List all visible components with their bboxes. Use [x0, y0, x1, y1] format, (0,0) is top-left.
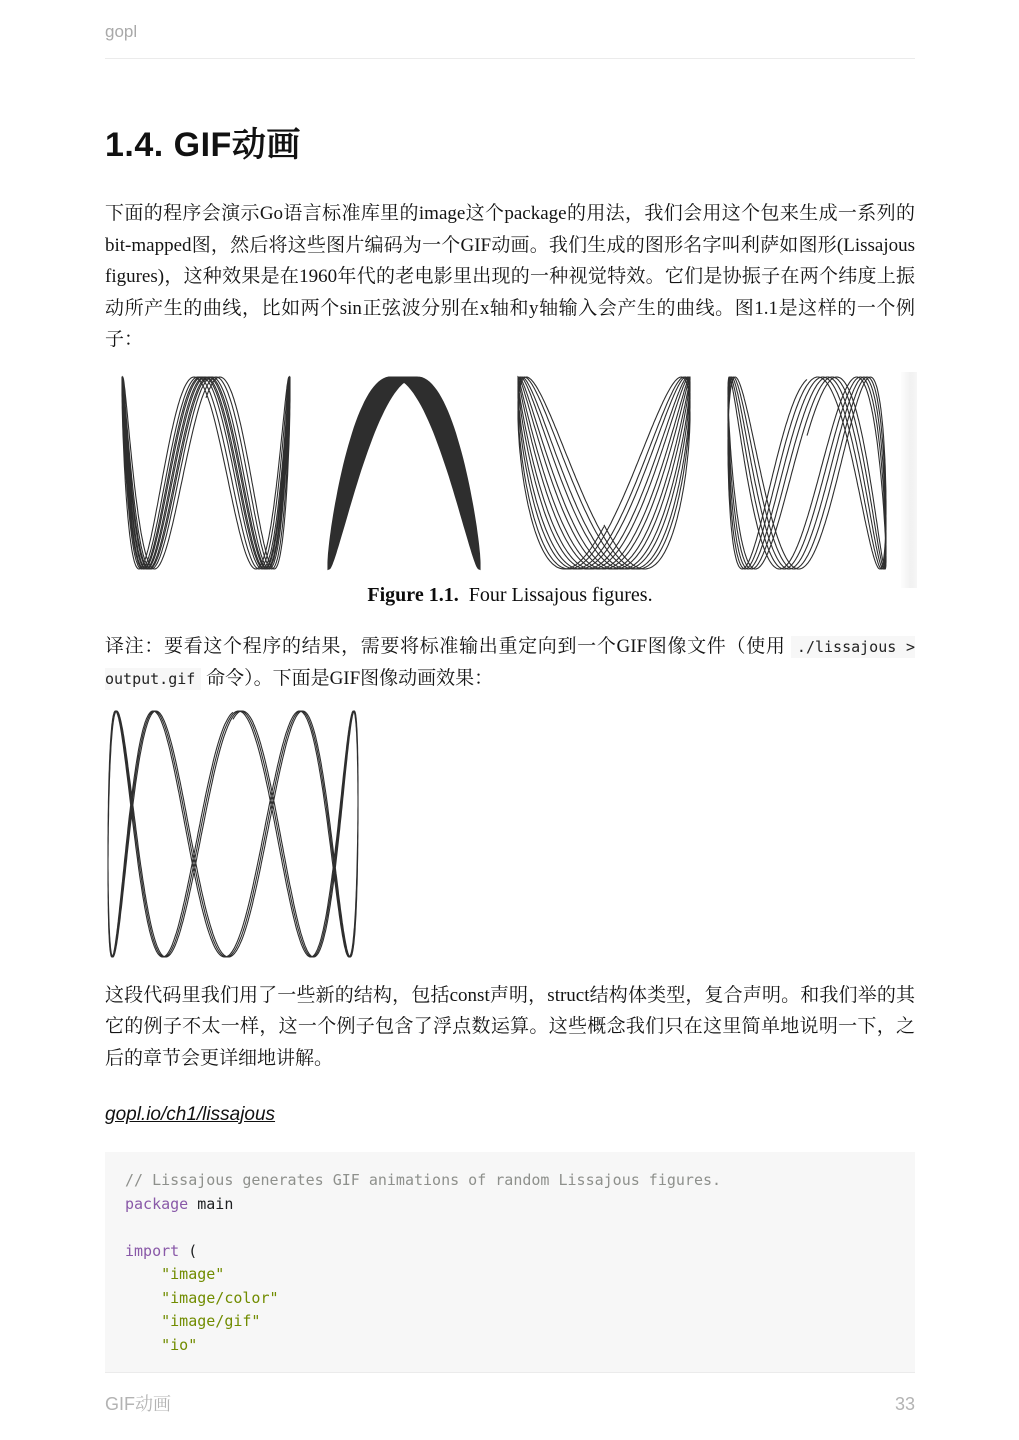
- footer-page-number: 33: [894, 1394, 915, 1414]
- lissajous-figure-2: [325, 374, 483, 572]
- paragraph-discussion: 这段代码里我们用了一些新的结构，包括const声明，struct结构体类型，复合声明。和我们举的其它的例子不太一样，这一个例子包含了浮点数运算。这些概念我们只在这里简单地说明一下，之后的章节会更详细地讲解。: [105, 984, 915, 1069]
- code-block: [105, 1152, 915, 1372]
- note-text-after: 命令）。下面是GIF图像动画效果：: [201, 668, 494, 689]
- repo-link-row: [105, 1104, 915, 1126]
- code-content: // Lissajous generates GIF animations of random Lissajous figures. package main import ( "image" "image/color" "image/gif" "io": [125, 1171, 722, 1354]
- figure-caption: [105, 584, 915, 607]
- scan-edge-strip: [901, 372, 917, 588]
- figure-four-lissajous: [105, 372, 915, 607]
- lissajous-figure-1: [119, 374, 293, 572]
- figure-caption-label: Figure 1.1.: [367, 583, 459, 606]
- book-title: gopl: [105, 22, 915, 59]
- footer-section-title: GIF动画: [105, 1394, 171, 1414]
- lissajous-animation-image: [105, 708, 915, 960]
- note-text-before: 译注：要看这个程序的结果，需要将标准输出重定向到一个GIF图像文件（使用: [105, 635, 791, 657]
- lissajous-animation-curve: [105, 708, 361, 960]
- repo-link[interactable]: gopl.io/ch1/lissajous: [105, 1104, 276, 1125]
- page-footer: [105, 1372, 915, 1416]
- figure-caption-text: Four Lissajous figures.: [468, 583, 653, 606]
- inline-command-code: ./lissajous > output.gif: [105, 637, 915, 688]
- page-title: 1.4. GIF动画: [105, 126, 301, 164]
- lissajous-figure-3: [515, 374, 693, 572]
- lissajous-figure-4: [725, 374, 889, 572]
- paragraph-intro: 下面的程序会演示Go语言标准库里的image这个package的用法，我们会用这个包来生成一系列的bit-mapped图，然后将这些图片编码为一个GIF动画。我们生成的图形名字叫利萨如图形(Lissajous figures)，这种效果是在1960年代的老电影里出现的一种视觉特效。它们是协振子在两个纬度上振动所产生的曲线，比如两个sin正弦波分别在x轴和y轴输入会产生的曲线。图1.1是这样的一个例子：: [105, 203, 915, 350]
- lissajous-figures-row: [105, 372, 915, 574]
- paragraph-translator-note: [105, 631, 915, 696]
